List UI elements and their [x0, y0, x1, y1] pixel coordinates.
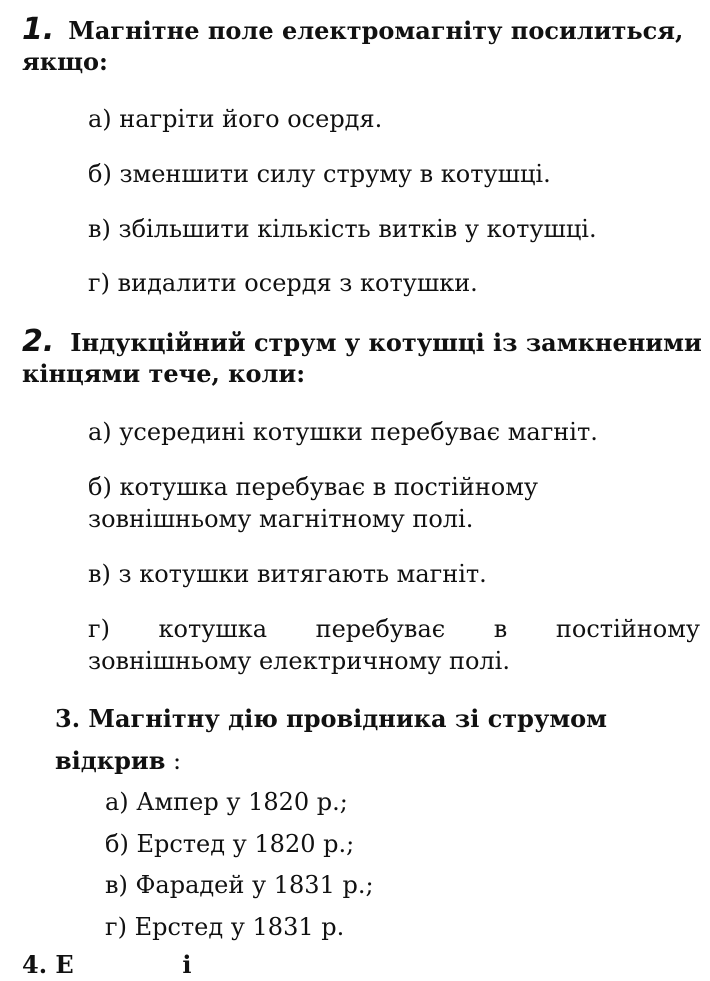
q3-option-d[interactable]: г) Ерстед у 1831 р. — [105, 913, 345, 941]
question-3-text-cont — [55, 745, 607, 777]
question-3-text — [55, 703, 607, 735]
question-1 — [22, 14, 702, 78]
q1-option-a[interactable]: а) нагріти його осердя. — [88, 105, 383, 133]
q2-option-b-line1: б) котушка перебуває в постійному — [88, 473, 538, 501]
q2-option-d-word: котушка — [158, 615, 267, 643]
q1-option-b[interactable]: б) зменшити силу струму в котушці. — [88, 160, 551, 188]
question-2-text-cont: кінцями тече, коли: — [22, 359, 306, 388]
q2-option-b[interactable] — [88, 471, 700, 535]
question-4-cutoff: 4. Е і — [22, 950, 192, 979]
q2-option-d-word: г) — [88, 615, 110, 643]
q1-option-d[interactable]: г) видалити осердя з котушки. — [88, 269, 478, 297]
question-3-text-line1: 3. Магнітну дію провідника зі струмом — [55, 704, 608, 733]
q2-option-c[interactable]: в) з котушки витягають магніт. — [88, 560, 487, 588]
q2-option-b-line2: зовнішньому магнітному полі. — [88, 505, 474, 533]
q3-option-c[interactable]: в) Фарадей у 1831 р.; — [105, 871, 374, 899]
question-2-text: Індукційний струм у котушці із замкненими — [70, 328, 702, 357]
q2-option-d-line2: зовнішньому електричному полі. — [88, 647, 510, 675]
question-1-number: 1. — [22, 12, 55, 47]
q2-option-d-word: постійному — [555, 615, 700, 643]
q1-option-c[interactable]: в) збільшити кількість витків у котушці. — [88, 215, 597, 243]
question-2-number: 2. — [22, 324, 55, 359]
q2-option-d[interactable] — [88, 613, 700, 677]
q3-option-b[interactable]: б) Ерстед у 1820 р.; — [105, 830, 355, 858]
q2-option-d-word: перебуває — [315, 615, 446, 643]
question-3-text-bold: відкрив — [55, 746, 166, 775]
question-3 — [55, 703, 607, 777]
q3-option-a[interactable]: а) Ампер у 1820 р.; — [105, 788, 348, 816]
question-3-text-colon: : — [165, 747, 182, 775]
q2-option-a[interactable]: а) усередині котушки перебуває магніт. — [88, 418, 598, 446]
q2-option-d-word: в — [493, 615, 508, 643]
q2-option-d-line1 — [88, 613, 700, 645]
question-2 — [22, 326, 702, 390]
question-1-text: Магнітне поле електромагніту посилиться, — [68, 16, 684, 45]
question-1-text-cont: якщо: — [22, 47, 108, 76]
